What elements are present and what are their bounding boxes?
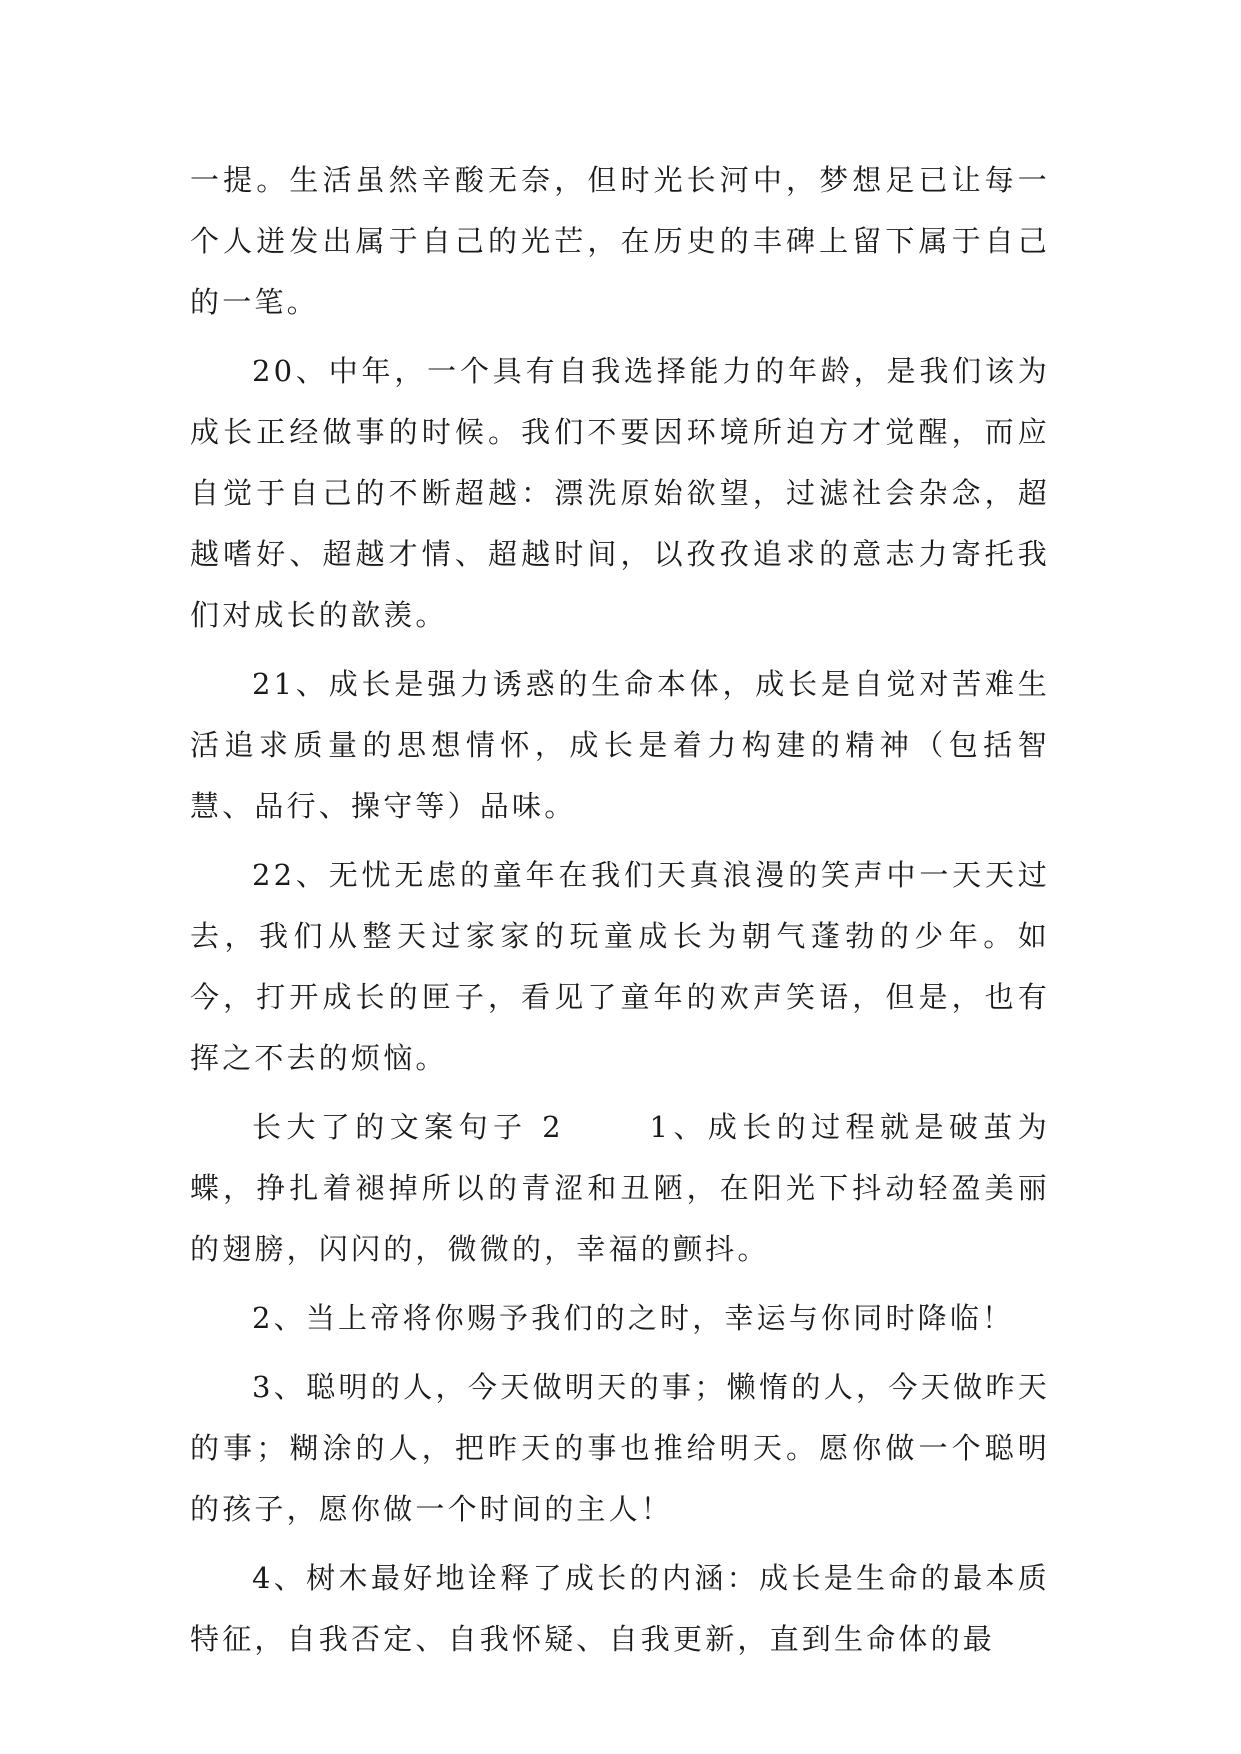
section-2-item-2: 2、当上帝将你赐予我们的之时，幸运与你同时降临！ bbox=[252, 1301, 1015, 1335]
paragraph-gap bbox=[190, 837, 1050, 845]
paragraph-item-21: 21、成长是强力诱惑的生命本体，成长是自觉对苦难生活追求质量的思想情怀，成长是着力构建的精神（包括智慧、品行、操守等）品味。 bbox=[190, 667, 1050, 823]
section-2-item-4: 4、树木最好地诠释了成长的内涵：成长是生命的最本质特征，自我否定、自我怀疑、自我更新，直到生命体的最 bbox=[190, 1561, 1050, 1656]
paragraph-gap bbox=[190, 646, 1050, 654]
paragraph-continuation: 一提。生活虽然辛酸无奈，但时光长河中，梦想足已让每一个人迸发出属于自己的光芒，在历史的丰碑上留下属于自己的一笔。 bbox=[190, 163, 1050, 319]
paragraph-gap bbox=[190, 1349, 1050, 1357]
paragraph-gap bbox=[190, 1089, 1050, 1097]
paragraph-gap bbox=[190, 1540, 1050, 1548]
paragraph-item-20: 20、中年，一个具有自我选择能力的年龄，是我们该为成长正经做事的时候。我们不要因环境所迫方才觉醒，而应自觉于自己的不断超越：漂洗原始欲望，过滤社会杂念，超越嗜好、超越才情、超越时间，以孜孜追求的意志力寄托我们对成长的歆羡。 bbox=[190, 354, 1050, 632]
paragraph-gap bbox=[190, 333, 1050, 341]
paragraph-item-22: 22、无忧无虑的童年在我们天真浪漫的笑声中一天天过去，我们从整天过家家的玩童成长为朝气蓬勃的少年。如今，打开成长的匣子，看见了童年的欢声笑语，但是，也有挥之不去的烦恼。 bbox=[190, 858, 1050, 1075]
section-2-item-1: 长大了的文案句子 2 1、成长的过程就是破茧为蝶，挣扎着褪掉所以的青涩和丑陋，在阳光下抖动轻盈美丽的翅膀，闪闪的，微微的，幸福的颤抖。 bbox=[190, 1110, 1050, 1266]
section-2-item-3: 3、聪明的人，今天做明天的事；懒惰的人，今天做昨天的事；糊涂的人，把昨天的事也推给明天。愿你做一个聪明的孩子，愿你做一个时间的主人！ bbox=[190, 1370, 1050, 1526]
paragraph-gap bbox=[190, 1280, 1050, 1288]
document-page bbox=[190, 150, 1050, 1670]
